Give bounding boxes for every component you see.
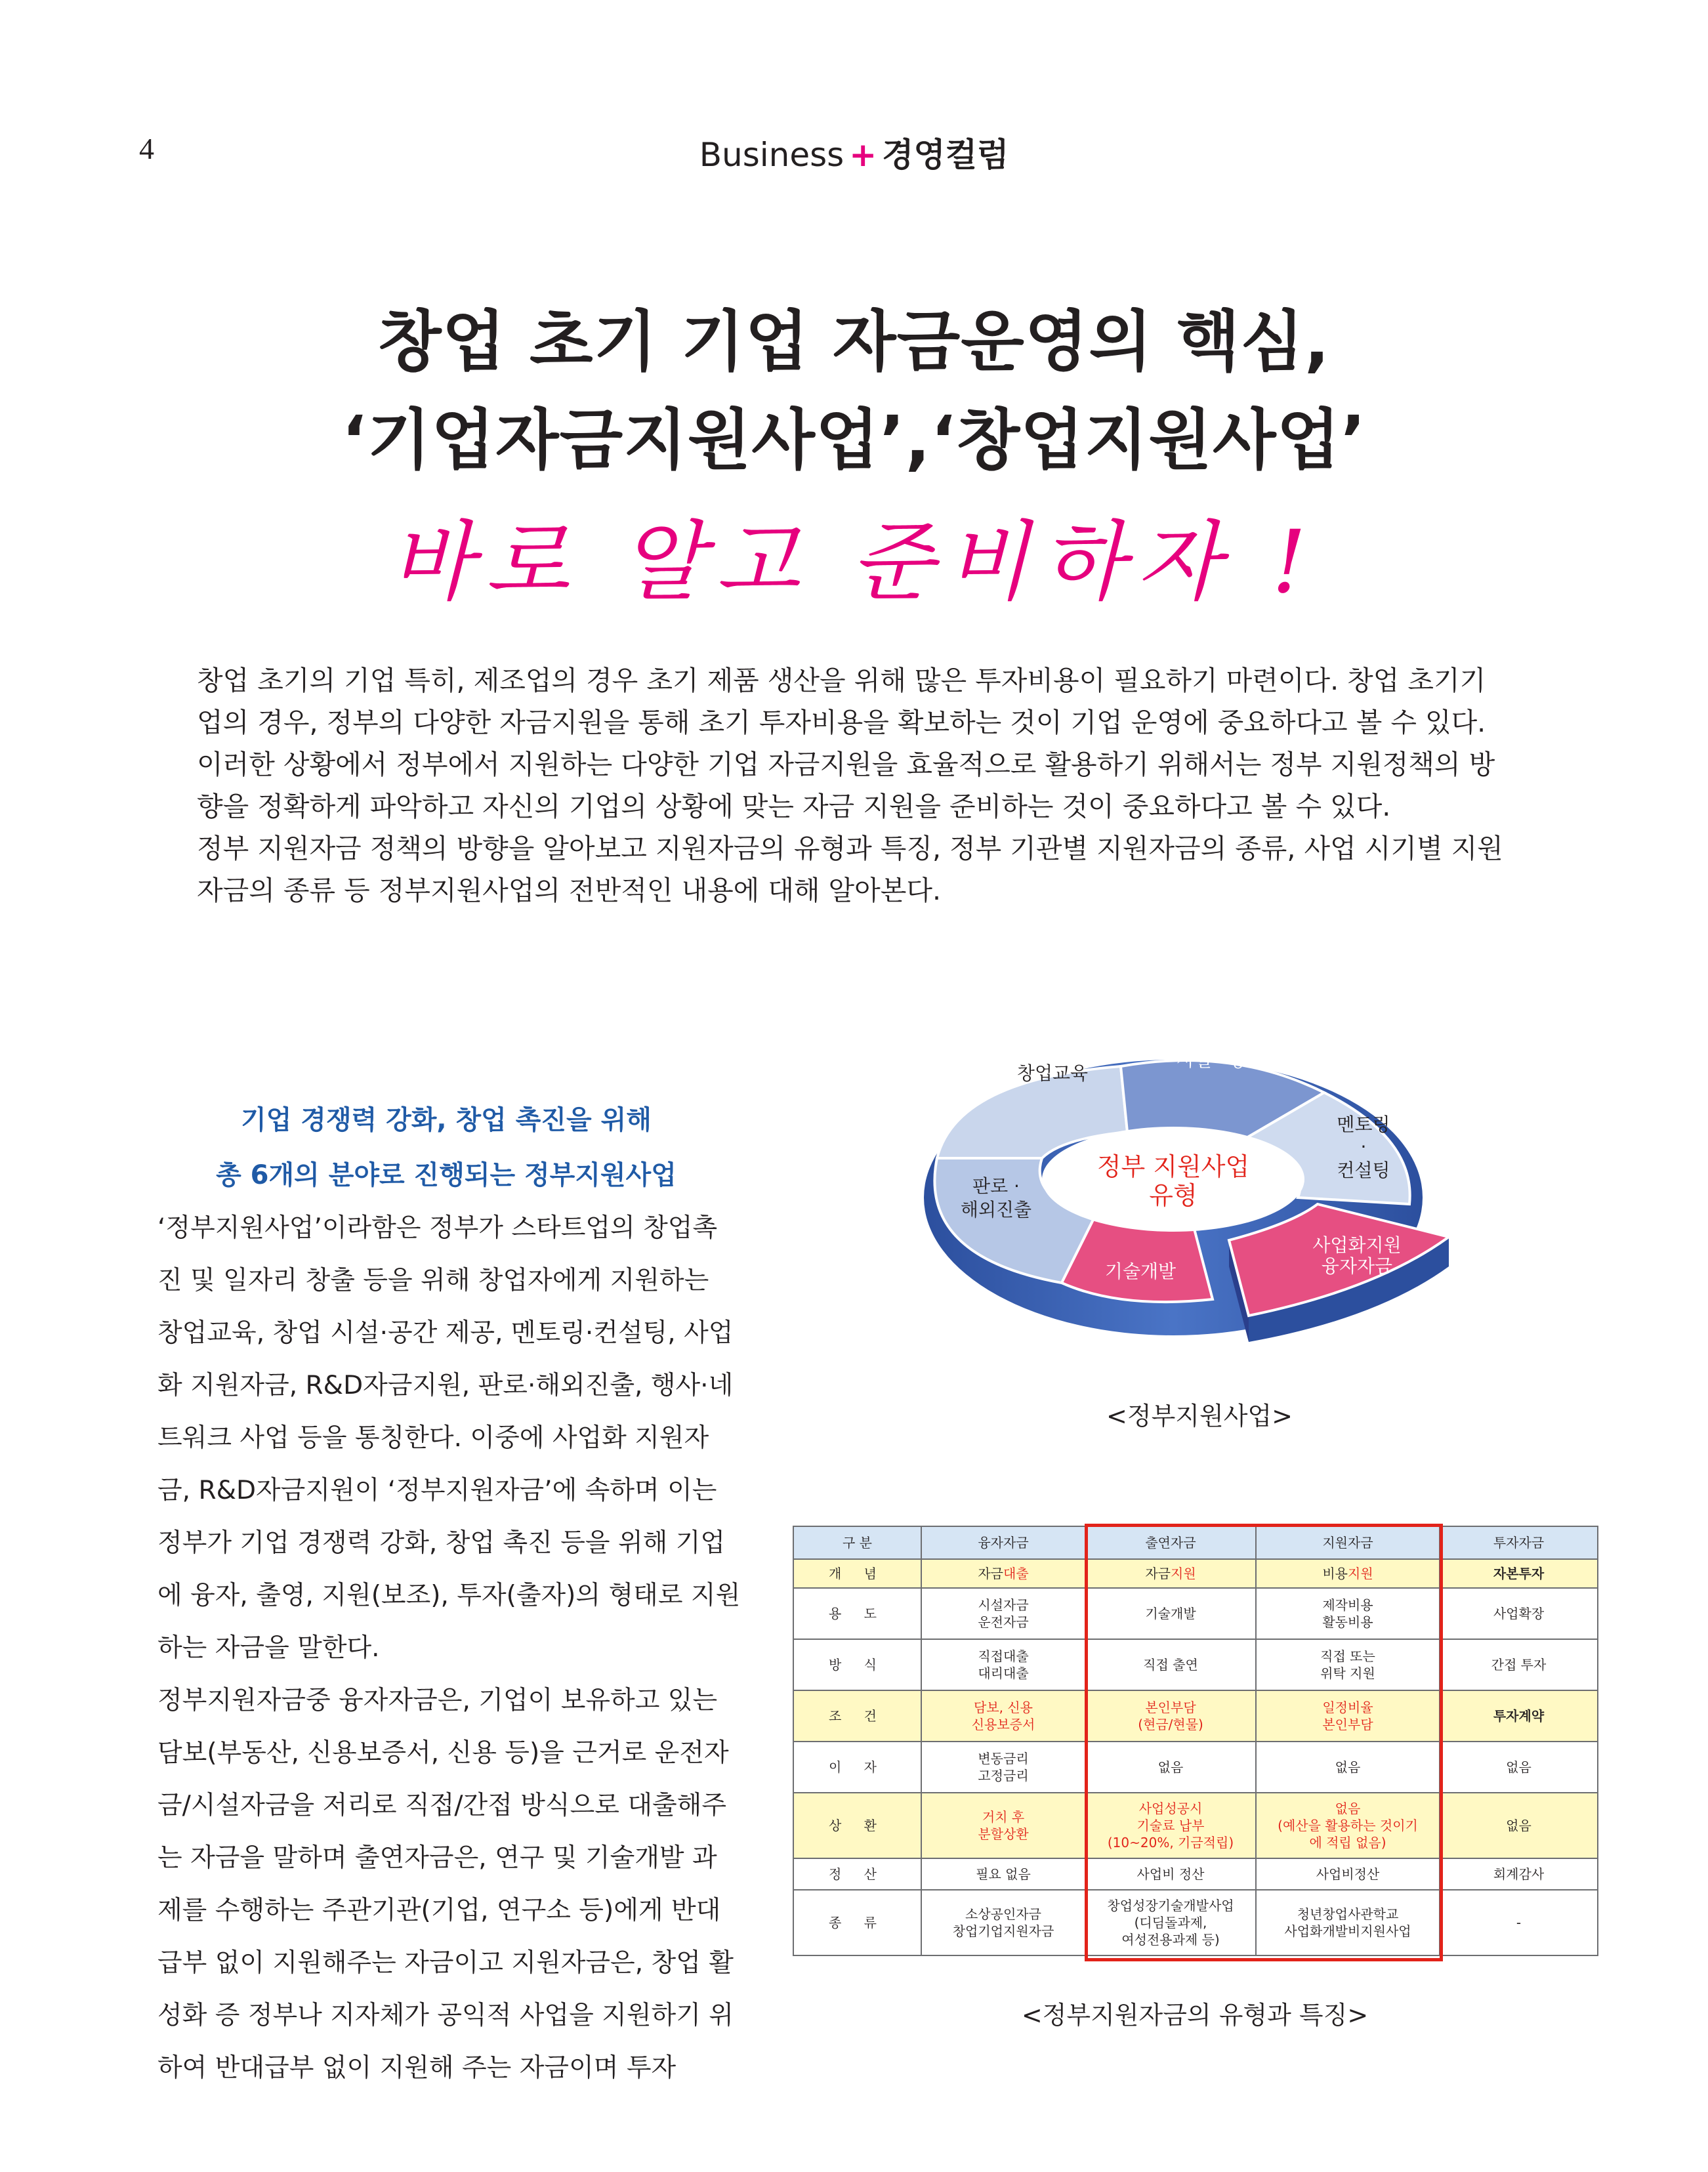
table-cell: 자금지원	[1085, 1559, 1256, 1588]
segment-label: 해외진출	[960, 1199, 1032, 1221]
column-header: 지원자금	[1256, 1526, 1440, 1559]
diagram-caption: <정부지원사업>	[1106, 1402, 1293, 1431]
table-row	[793, 1890, 1598, 1955]
body-paragraph: ‘정부지원사업’이라함은 정부가 스타트업의 창업촉진 및 일자리 창출 등을 위해 창업자에게 지원하는 창업교육, 창업 시설·공간 제공, 멘토링·컨설팅, 사업화 지원자금, R&D자금지원, 판로·해외진출, 행사·네트워크 사업 등을 통칭한다. 이중에 사업화 지원자금, R&D자금지원이 ‘정부지원자금’에 속하며 이는 정부가 기업 경쟁력 강화, 창업 촉진 등을 위해 기업에 융자, 출영, 지원(보조), 투자(출자)의 형태로 지원하는 자금을 말한다.	[157, 1213, 741, 1663]
table-cell: 없음 (예산을 활용하는 것이기 에 적립 없음)	[1256, 1793, 1440, 1858]
table-cell: 필요 없음	[921, 1858, 1085, 1890]
table-cell: 없음	[1256, 1742, 1440, 1793]
title-line-1: 창업 초기 기업 자금운영의 핵심,	[377, 303, 1331, 380]
table-cell: 창업성장기술개발사업 (디딤돌과제, 여성전용과제 등)	[1085, 1890, 1256, 1955]
table-cell: 자금대출	[921, 1559, 1085, 1588]
segment-label: 판로 ·	[972, 1175, 1020, 1197]
table-cell: 직접 출연	[1085, 1639, 1256, 1690]
table-cell: 투자계약	[1440, 1690, 1598, 1742]
table-cell: -	[1440, 1890, 1598, 1955]
section-heading-line-2: 총 6개의 분야로 진행되는 정부지원사업	[216, 1160, 677, 1190]
table-cell: 제작비용 활동비용	[1256, 1588, 1440, 1639]
table-cell: 직접 또는 위탁 지원	[1256, 1639, 1440, 1690]
table-cell: 소상공인자금 창업기업지원자금	[921, 1890, 1085, 1955]
header-brand: Business	[699, 136, 844, 174]
segment-label: 멘토링	[1337, 1114, 1390, 1135]
section-heading	[157, 1093, 735, 1203]
row-header: 상 환	[793, 1793, 921, 1858]
table-cell: 담보, 신용 신용보증서	[921, 1690, 1085, 1742]
row-header: 조 건	[793, 1690, 921, 1742]
table-cell: 직접대출 대리대출	[921, 1639, 1085, 1690]
table-row	[793, 1793, 1598, 1858]
section-body	[157, 1202, 741, 2095]
segment-label: 창업교육	[1016, 1062, 1089, 1084]
row-header: 개 념	[793, 1559, 921, 1588]
table-row	[793, 1690, 1598, 1742]
table-cell: 본인부담 (현금/현물)	[1085, 1690, 1256, 1742]
table-cell: 비용지원	[1256, 1559, 1440, 1588]
table-row	[793, 1742, 1598, 1793]
intro-paragraph: 정부 지원자금 정책의 방향을 알아보고 지원자금의 유형과 특징, 정부 기관별 지원자금의 종류, 사업 시기별 지원자금의 종류 등 정부지원사업의 전반적인 내용에 대해 알아본다.	[197, 833, 1503, 906]
table-cell: 청년창업사관학교 사업화개발비지원사업	[1256, 1890, 1440, 1955]
table-cell: 사업비정산	[1256, 1858, 1440, 1890]
table-cell: 시설자금 운전자금	[921, 1588, 1085, 1639]
segment-label: 기술개발	[1104, 1261, 1177, 1282]
center-label-line-2: 유형	[1149, 1181, 1198, 1210]
body-paragraph: 정부지원자금중 융자자금은, 기업이 보유하고 있는 담보(부동산, 신용보증서, 신용 등)을 근거로 운전자금/시설자금을 저리로 직접/간접 방식으로 대출해주는 자금을 말하며 출연자금은, 연구 및 기술개발 과제를 수행하는 주관기관(기업, 연구소 등)에게 반대급부 없이 지원해주는 자금이고 지원자금은, 창업 활성화 증 정부나 지자체가 공익적 사업을 지원하기 위하여 반대급부 없이 지원해 주는 자금이며 투자	[157, 1686, 734, 2083]
row-header: 방 식	[793, 1639, 921, 1690]
intro-paragraph: 이러한 상황에서 정부에서 지원하는 다양한 기업 자금지원을 효율적으로 활용하기 위해서는 정부 지원정책의 방향을 정확하게 파악하고 자신의 기업의 상황에 맞는 자금 지원을 준비하는 것이 중요하다고 볼 수 있다.	[197, 749, 1495, 822]
running-header	[0, 129, 1708, 176]
table-cell: 거치 후 분할상환	[921, 1793, 1085, 1858]
section-heading-line-1: 기업 경쟁력 강화, 창업 촉진을 위해	[241, 1105, 652, 1135]
table-row	[793, 1858, 1598, 1890]
title-line-2: ‘기업자금지원사업’,‘창업지원사업’	[341, 402, 1367, 478]
support-fund-table	[793, 1526, 1598, 1956]
column-header: 융자자금	[921, 1526, 1085, 1559]
table-cell: 없음	[1440, 1793, 1598, 1858]
table-cell: 회계감사	[1440, 1858, 1598, 1890]
segment-label: 융자자금	[1321, 1255, 1393, 1277]
center-label-line-1: 정부 지원사업	[1096, 1152, 1250, 1181]
intro-paragraph: 창업 초기의 기업 특히, 제조업의 경우 초기 제품 생산을 위해 많은 투자비용이 필요하기 마련이다. 창업 초기기업의 경우, 정부의 다양한 자금지원을 통해 초기 투자비용을 확보하는 것이 기업 운영에 중요하다고 볼 수 있다.	[197, 665, 1486, 738]
table-cell: 자본투자	[1440, 1559, 1598, 1588]
segment-label: 시설 · 공간	[1176, 1049, 1265, 1071]
column-header: 투자자금	[1440, 1526, 1598, 1559]
table-cell: 사업확장	[1440, 1588, 1598, 1639]
table-row	[793, 1559, 1598, 1588]
column-header: 출연자금	[1085, 1526, 1256, 1559]
table-cell: 간접 투자	[1440, 1639, 1598, 1690]
table-cell: 사업비 정산	[1085, 1858, 1256, 1890]
table-cell: 일정비율 본인부담	[1256, 1690, 1440, 1742]
row-header: 이 자	[793, 1742, 921, 1793]
table-row	[793, 1639, 1598, 1690]
table-cell: 없음	[1085, 1742, 1256, 1793]
column-header: 구 분	[793, 1526, 921, 1559]
page-number: 4	[139, 132, 154, 165]
table-header-row	[793, 1526, 1598, 1559]
row-header: 용 도	[793, 1588, 921, 1639]
segment-label: ·	[1360, 1136, 1367, 1158]
segment-label: 사업화지원	[1312, 1234, 1402, 1256]
table-cell: 기술개발	[1085, 1588, 1256, 1639]
support-types-diagram	[904, 1007, 1495, 1375]
table-cell: 없음	[1440, 1742, 1598, 1793]
table-cell: 사업성공시 기술료 납부 (10~20%, 기금적립)	[1085, 1793, 1256, 1858]
intro-text	[197, 659, 1509, 911]
segment-label: 컨설팅	[1337, 1159, 1390, 1181]
table-row	[793, 1588, 1598, 1639]
subtitle: 바로 알고 준비하자 !	[389, 512, 1319, 613]
table-cell: 변동금리 고정금리	[921, 1742, 1085, 1793]
row-header: 종 류	[793, 1890, 921, 1955]
row-header: 정 산	[793, 1858, 921, 1890]
plus-icon: +	[849, 136, 877, 174]
table-caption: <정부지원자금의 유형과 특징>	[1021, 2001, 1369, 2030]
header-section: 경영컬럼	[882, 136, 1009, 174]
